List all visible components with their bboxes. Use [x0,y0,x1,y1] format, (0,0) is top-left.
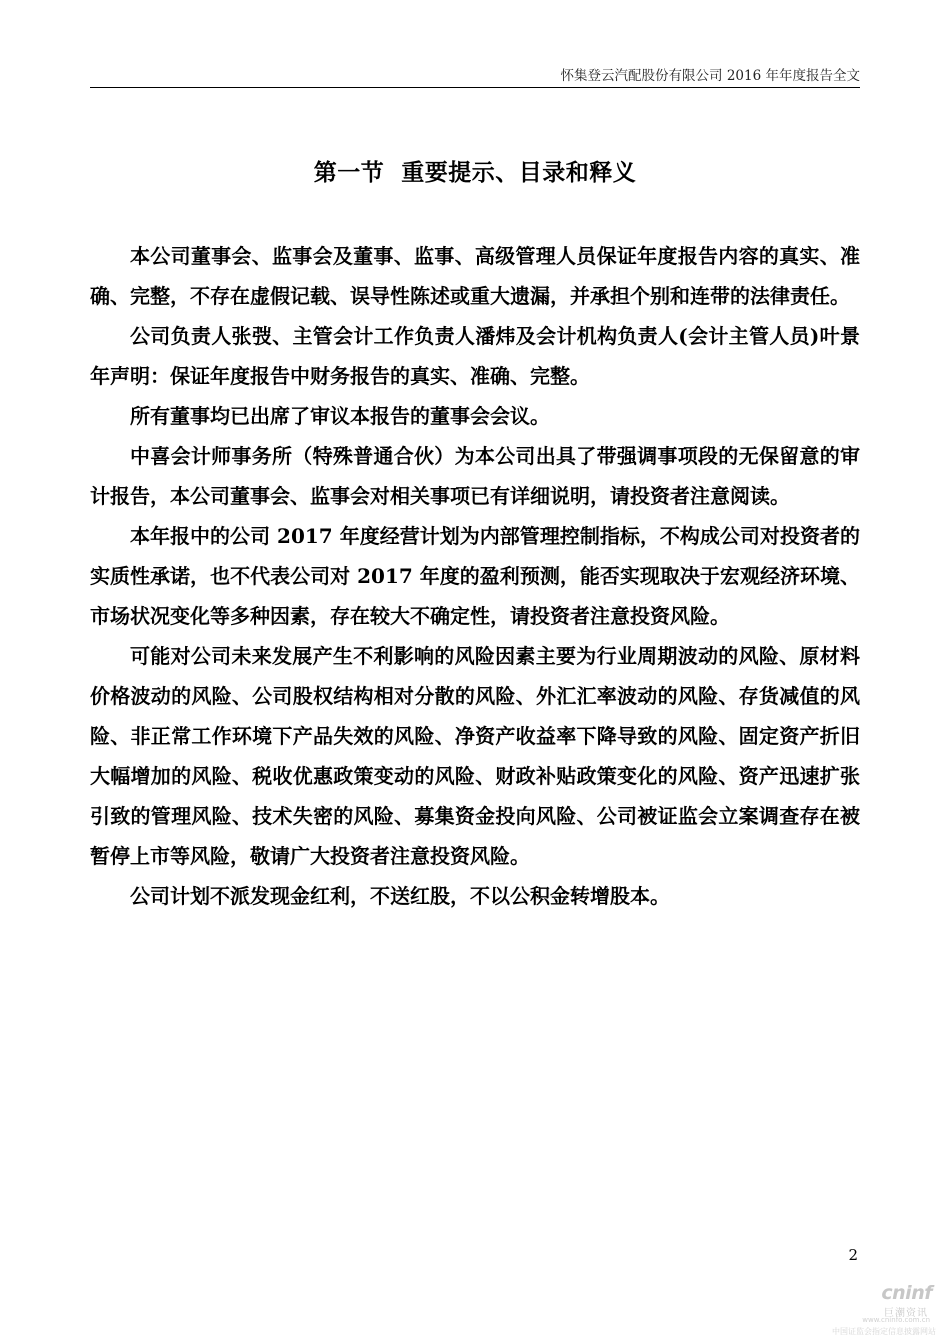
cninfo-logo-icon: cninf [881,1282,932,1304]
document-body [90,236,860,916]
paragraph-risk-factors: 可能对公司未来发展产生不利影响的风险因素主要为行业周期波动的风险、原材料价格波动的风险、公司股权结构相对分散的风险、外汇汇率波动的风险、存货减值的风险、非正常工作环境下产品失效的风险、净资产收益率下降导致的风险、固定资产折旧大幅增加的风险、税收优惠政策变动的风险、财政补贴政策变化的风险、资产迅速扩张引致的管理风险、技术失密的风险、募集资金投向风险、公司被证监会立案调查存在被暂停上市等风险，敬请广大投资者注意投资风险。 [90,644,860,868]
paragraph-dividend-plan: 公司计划不派发现金红利，不送红股，不以公积金转增股本。 [130,884,670,908]
report-header-title: 怀集登云汽配股份有限公司 2016 年年度报告全文 [560,68,860,84]
cninfo-watermark [826,1282,936,1340]
section-title: 第一节 重要提示、目录和释义 [313,159,637,186]
watermark-url: www.cninfo.com.cn [862,1316,930,1324]
page-number: 2 [848,1246,858,1264]
paragraph-responsible-persons: 公司负责人张弢、主管会计工作负责人潘炜及会计机构负责人(会计主管人员)叶景年声明：保证年度报告中财务报告的真实、准确、完整。 [90,324,860,388]
watermark-org: 中国证监会指定信息披露网站 [832,1327,936,1336]
paragraph-directors-attendance: 所有董事均已出席了审议本报告的董事会会议。 [130,404,550,428]
paragraph-board-guarantee: 本公司董事会、监事会及董事、监事、高级管理人员保证年度报告内容的真实、准确、完整，不存在虚假记载、误导性陈述或重大遗漏，并承担个别和连带的法律责任。 [90,244,860,308]
paragraph-business-plan: 本年报中的公司 2017 年度经营计划为内部管理控制指标，不构成公司对投资者的实质性承诺，也不代表公司对 2017 年度的盈利预测，能否实现取决于宏观经济环境、市场状况变化等多种因素，存在较大不确定性，请投资者注意投资风险。 [90,524,860,628]
watermark-name: 巨潮资讯 [884,1308,928,1319]
paragraph-audit-opinion: 中喜会计师事务所（特殊普通合伙）为本公司出具了带强调事项段的无保留意的审计报告，本公司董事会、监事会对相关事项已有详细说明，请投资者注意阅读。 [90,444,860,508]
header-divider [90,87,860,88]
